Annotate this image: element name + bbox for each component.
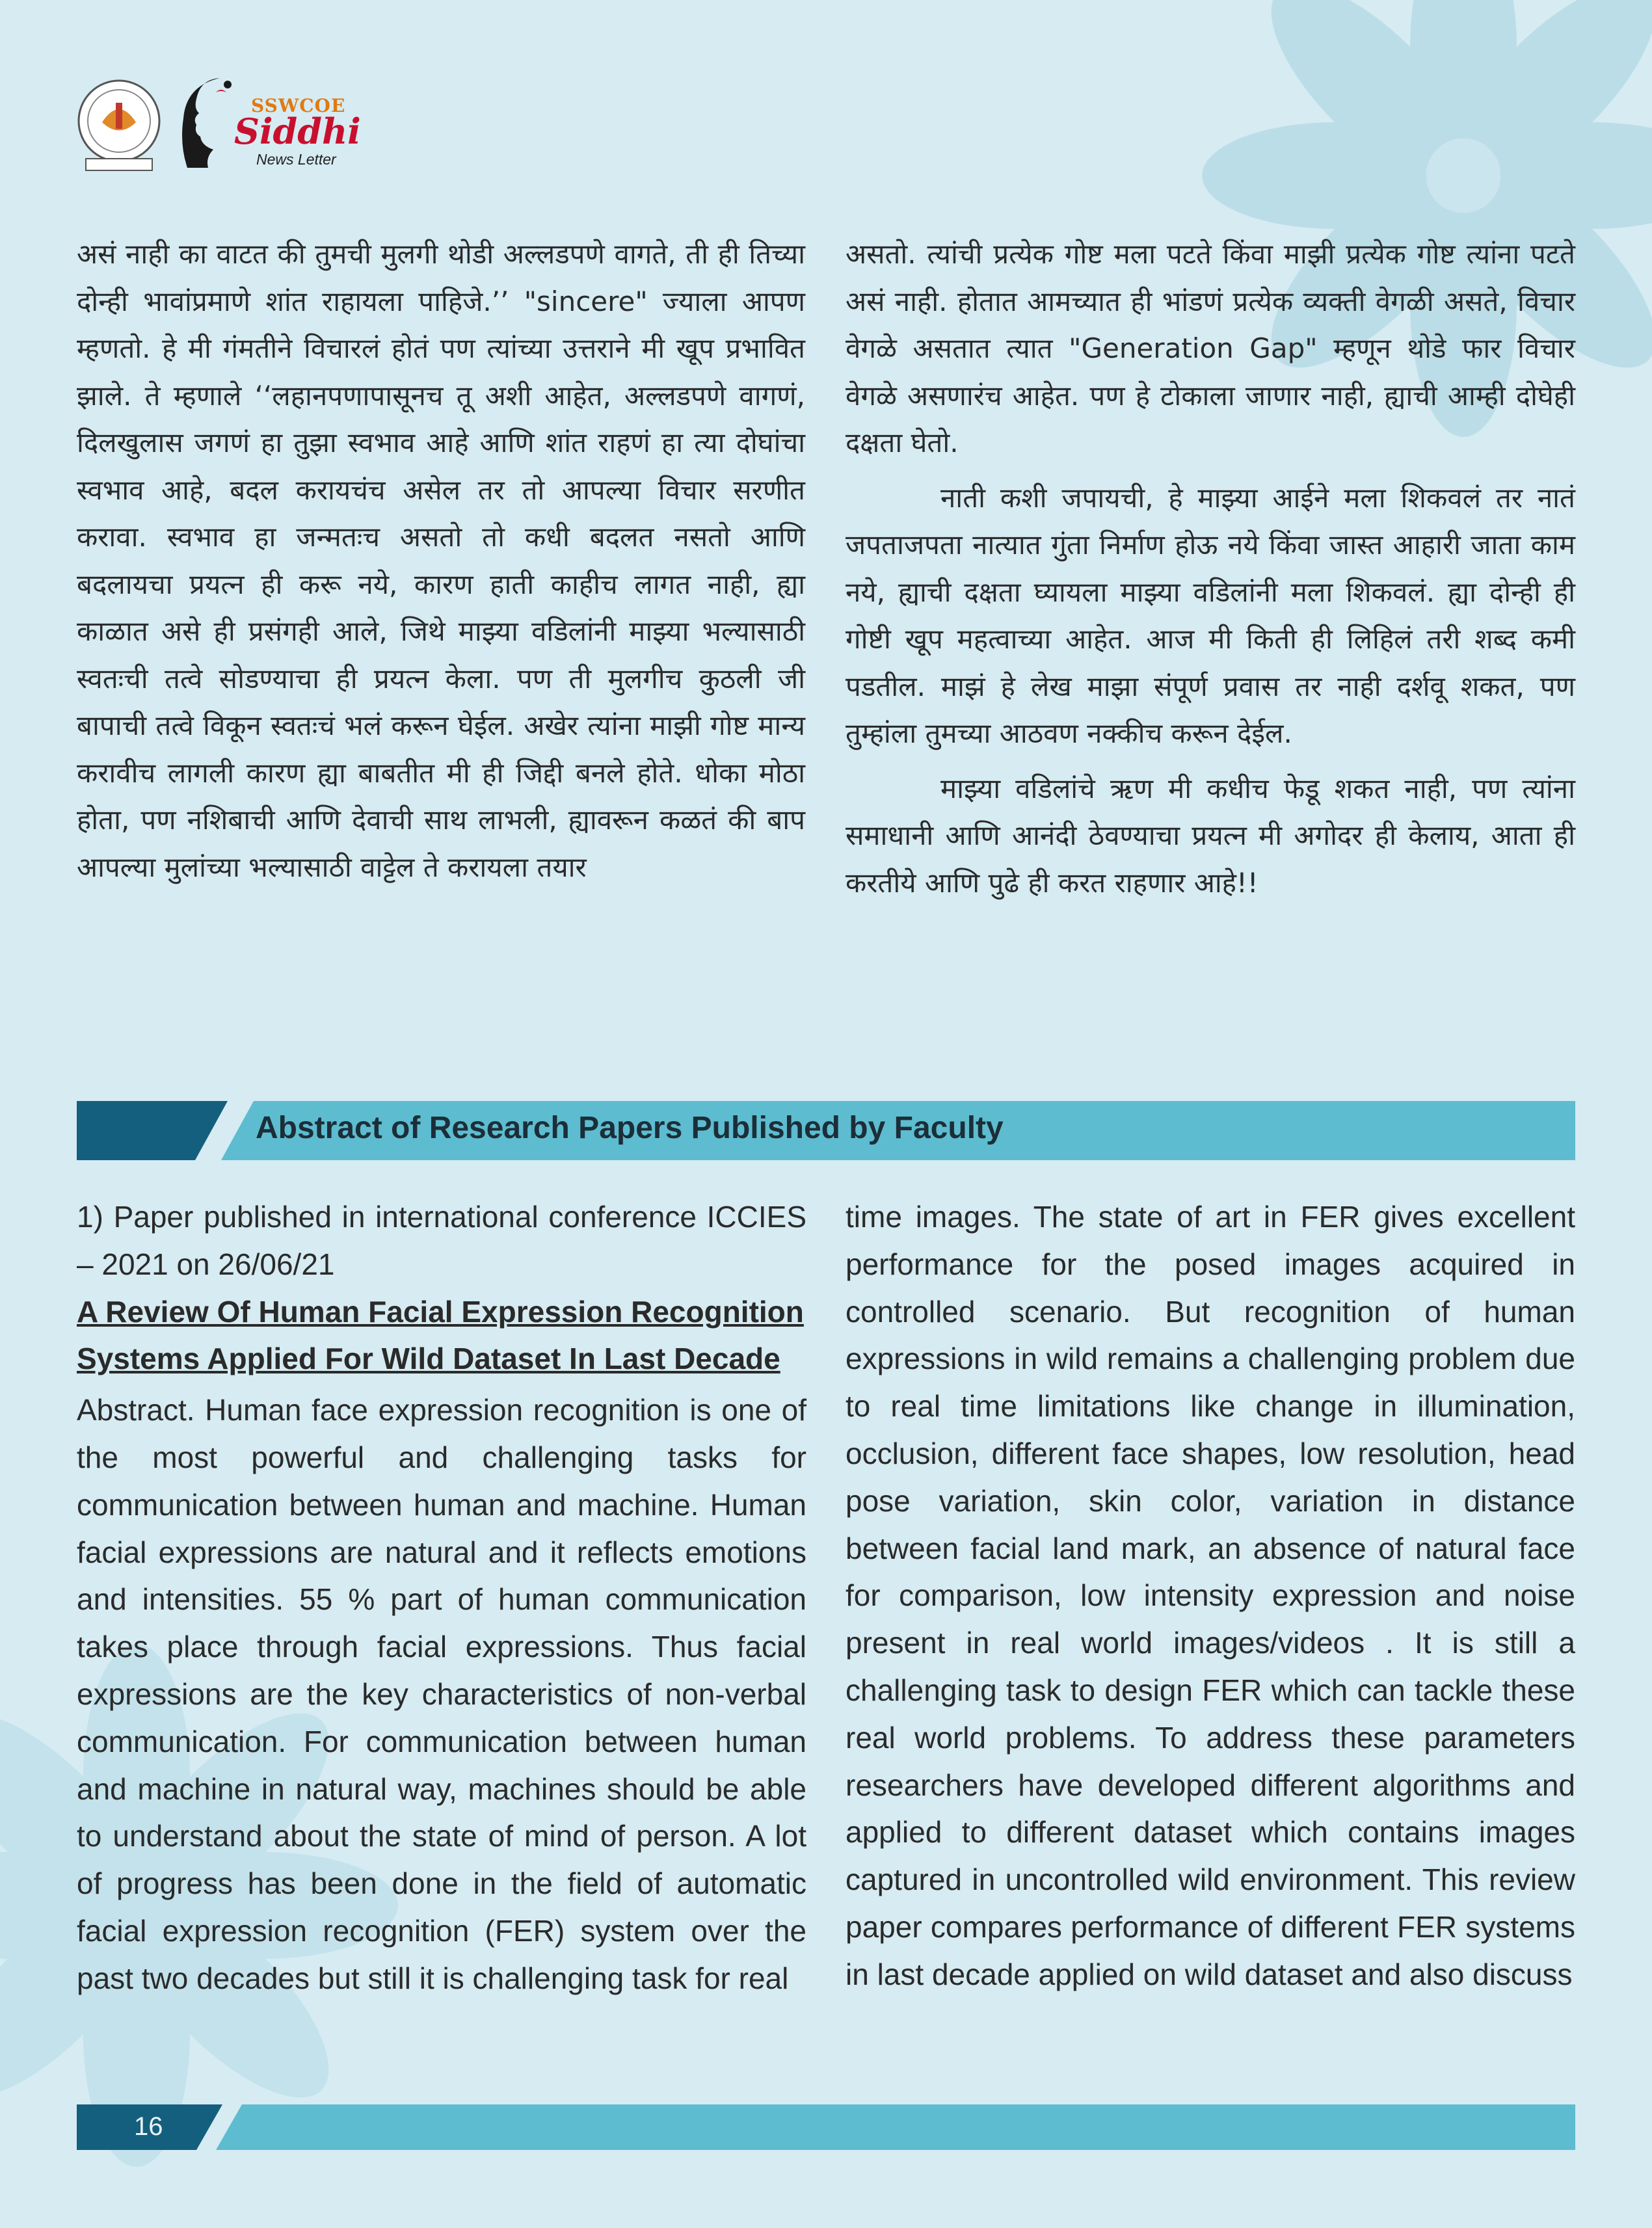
banner-accent-dark xyxy=(77,1101,228,1160)
article-paragraph: असतो. त्यांची प्रत्येक गोष्ट मला पटते किंवा माझी प्रत्येक गोष्ट त्यांना पटते असं नाही. होतात आमच्यात ही भांडणं प्रत्येक व्यक्ती वेगळी असते, विचार वेगळे असतात त्यात "Generation Gap" म्हणून थोडे फार विचार वेगळे असणारंच आहेत. पण हे टोकाला जाणार नाही, ह्याची आम्ही दोघेही दक्षता घेतो. xyxy=(846,238,1575,458)
siddhi-newsletter-logo xyxy=(174,70,369,174)
abstract-right-column xyxy=(846,1193,1575,1998)
article-paragraph: माझ्या वडिलांचे ऋण मी कधीच फेडू शकत नाही, पण त्यांना समाधानी आणि आनंदी ठेवण्याचा प्रयत्न मी अगोदर ही केलाय, आता ही करतीये आणि पुढे ही करत राहणार आहे!! xyxy=(846,772,1575,899)
abstract-text: time images. The state of art in FER gives excellent performance for the posed images acquired in controlled scenario. But recognition of human expressions in wild remains a challenging problem due to real time limitations like change in illumination, occlusion, different face shapes, low resolution, head pose variation, skin color, variation in distance between facial land mark, an absence of natural face for comparison, low intensity expression and noise present in real world images/videos . It is still a challenging task to design FER which can tackle these real world problems. To address these parameters researchers have developed different algorithms and applied to different dataset which contains images captured in uncontrolled wild environment. This review paper compares performance of different FER systems in last decade applied on wild dataset and also discuss xyxy=(846,1200,1575,1991)
page-number: 16 xyxy=(134,2112,163,2141)
brand-tag-text: News Letter xyxy=(256,151,336,168)
article-paragraph: असं नाही का वाटत की तुमची मुलगी थोडी अल्लडपणे वागते, ती ही तिच्या दोन्ही भावांप्रमाणे शांत राहायला पाहिजे.’’ "sincere" ज्याला आपण म्हणतो. हे मी गंमतीने विचारलं होतं पण त्यांच्या उत्तराने मी खूप प्रभावित झाले. ते म्हणाले ‘‘लहानपणापासूनच तू अशी आहेत, अल्लडपणे वागणं, दिलखुलास जगणं हा तुझा स्वभाव आहे आणि शांत राहणं हा त्या दोघांचा स्वभाव आहे, बदल करायचंच असेल तर तो आपल्या विचार सरणीत करावा. स्वभाव हा जन्मतःच असतो तो कधी बदलत नसतो आणि बदलायचा प्रयत्न ही करू नये, कारण हाती काहीच लागत नाही, ह्या काळात असे ही प्रसंगही आले, जिथे माझ्या वडिलांनी माझ्या भल्यासाठी स्वतःची तत्वे सोडण्याचा ही प्रयत्न केला. पण ती मुलगीच कुठली जी बापाची तत्वे विकून स्वतःचं भलं करून घेईल. अखेर त्यांना माझी गोष्ट मान्य करावीच लागली कारण ह्या बाबतीत मी ही जिद्दी बनले होते. धोका मोठा होता, पण नशिबाची आणि देवाची साथ लाभली, ह्यावरून कळतं की बाप आपल्या मुलांच्या भल्यासाठी वाट्टेल ते करायला तयार xyxy=(77,238,805,883)
marathi-article-right-column xyxy=(846,231,1575,907)
section-banner xyxy=(77,1101,1575,1160)
marathi-article-left-column xyxy=(77,231,805,891)
paper-title: A Review Of Human Facial Expression Recognition Systems Applied For Wild Dataset In Last Decade xyxy=(77,1294,804,1376)
section-title: Abstract of Research Papers Published by Faculty xyxy=(256,1111,1004,1145)
page-footer xyxy=(77,2104,1575,2150)
footer-accent-light xyxy=(216,2104,1575,2150)
college-seal-logo xyxy=(73,77,165,174)
paper-intro: 1) Paper published in international conference ICCIES – 2021 on 26/06/21 xyxy=(77,1200,806,1281)
brand-name-text: Siddhi xyxy=(234,111,361,152)
article-paragraph: नाती कशी जपायची, हे माझ्या आईने मला शिकवलं तर नातं जपताजपता नात्यात गुंता निर्माण होऊ नये किंवा जास्त आहारी जाता काम नये, ह्याची दक्षता घ्यायला माझ्या वडिलांनी मला शिकवलं. ह्या दोन्ही ही गोष्टी खूप महत्वाच्या आहेत. आज मी किती ही लिहिलं तरी शब्द कमी पडतील. माझं हे लेख माझा संपूर्ण प्रवास तर नाही दर्शवू शकत, पण तुम्हांला तुमच्या आठवण नक्कीच करून देईल. xyxy=(846,481,1575,749)
abstract-text: Abstract. Human face expression recognition is one of the most powerful and challenging tasks for communication between human and machine. Human facial expressions are natural and it reflects emotions and intensities. 55 % part of human communication takes place through facial expressions. Thus facial expressions are the key characteristics of non-verbal communication. For communication between human and machine in natural way, machines should be able to understand about the state of mind of person. A lot of progress has been done in the field of automatic facial expression recognition (FER) system over the past two decades but still it is challenging task for real xyxy=(77,1393,806,1995)
abstract-left-column xyxy=(77,1193,806,2002)
woman-silhouette-icon xyxy=(174,73,239,170)
brand-small-text: SSWCOE xyxy=(251,95,346,116)
